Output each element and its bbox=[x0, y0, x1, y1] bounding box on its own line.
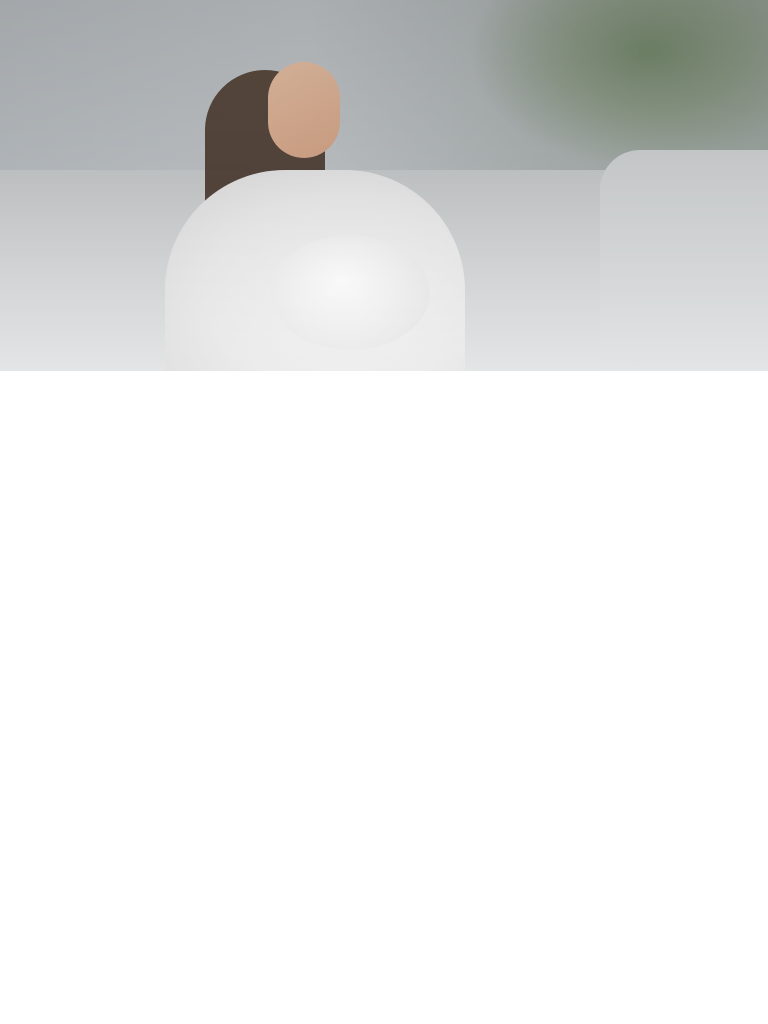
hero-shade-overlay bbox=[0, 0, 768, 371]
intro-paragraph bbox=[84, 416, 686, 417]
figure-charts bbox=[254, 668, 694, 868]
figure-1 bbox=[254, 668, 694, 890]
hero-banner bbox=[0, 0, 768, 371]
